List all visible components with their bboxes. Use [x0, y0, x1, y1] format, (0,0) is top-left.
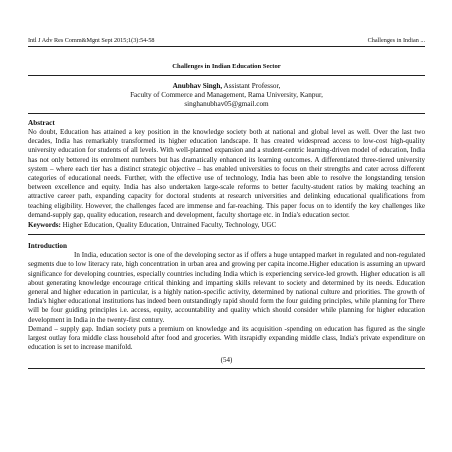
keywords-text: Higher Education, Quality Education, Untrained Faculty, Technology, UGC [60, 221, 277, 230]
title-divider [28, 75, 425, 76]
author-divider [28, 113, 425, 114]
running-title: Challenges in Indian ... [367, 37, 425, 44]
abstract-heading: Abstract [28, 119, 55, 127]
author-email: singhanubhav05@gmail.com [184, 100, 269, 108]
footer-divider [28, 368, 425, 369]
keywords-label: Keywords: [28, 221, 61, 230]
introduction-paragraph-1: In India, education sector is one of the developing sector as if offers a huge untapped market in regulated and non-regulated segments due to low literacy rate, high concentration in urban area and growing per capita income.Higher education is assuming an upward significance for developing countries, especially countries including India which is experiencing service-led growth. Higher education is all about generating knowledge encourage critical thinking and imparting skills relevant to society and determined by its needs. Education general and higher education in particular, is a highly nation-specific activity, determined by national culture and priorities. The growth of India's higher educational institutions has indeed been outstandingly rapid should form the four guiding principles, while planning for There will be four guiding principles i.e. access, equity, accountability and quality which should consider while planning for higher education development in India in the twenty-first century. [28, 251, 425, 324]
author-block [28, 82, 425, 109]
introduction-heading: Introduction [28, 242, 68, 251]
author-name: Anubhav Singh, [172, 82, 223, 90]
introduction-paragraph-2: Demand – supply gap. Indian society puts a premium on knowledge and its acquisition -spending on education has figured as the single largest outlay fora middle class household after food and groceries. With itsrapidly expanding middle class, India's private expenditure on education is set to increase manifold. [28, 324, 425, 352]
author-role: Assistant Professor, [222, 82, 281, 90]
running-head [28, 36, 425, 47]
author-affiliation: Faculty of Commerce and Management, Rama University, Kanpur, [130, 91, 323, 99]
keywords-divider [28, 234, 425, 235]
paper-title: Challenges in Indian Education Sector [172, 63, 281, 70]
abstract-text: No doubt, Education has attained a key position in the knowledge society both at national and global level as well. Over the last two decades, India has remarkably transformed its higher education landscape. It has created widespread access to low-cost high-quality university education for students of all levels. With well-planned expansion and a student-centric learning-driven model of education, India has not only bettered its enrolment numbers but has dramatically enhanced its learning outcomes. A differentiated three-tiered university system – where each tier has a distinct strategic objective – has enabled universities to focus on their strengths and cater across different categories of educational needs. Further, with the effective use of technology, India has been able to resolve the longstanding tension between excellence and equity. India has also undertaken large-scale reforms to better faculty-student ratios by making teaching an attractive career path, expanding capacity for doctoral students at research universities and delinking educational qualifications from teaching eligibility. However, the challenges faced are immense and far-reaching. This paper focus on to identify the key challenges like demand-supply gap, quality education, research and development, faculty shortage etc. in India's education sector. [28, 128, 425, 219]
page-number: (54) [220, 356, 233, 365]
paper-page [28, 36, 425, 446]
author-line [28, 82, 425, 91]
journal-citation: Intl J Adv Res Comm&Mgnt Sept 2015;1(3):54-58 [28, 37, 155, 44]
keywords-line [28, 221, 425, 230]
